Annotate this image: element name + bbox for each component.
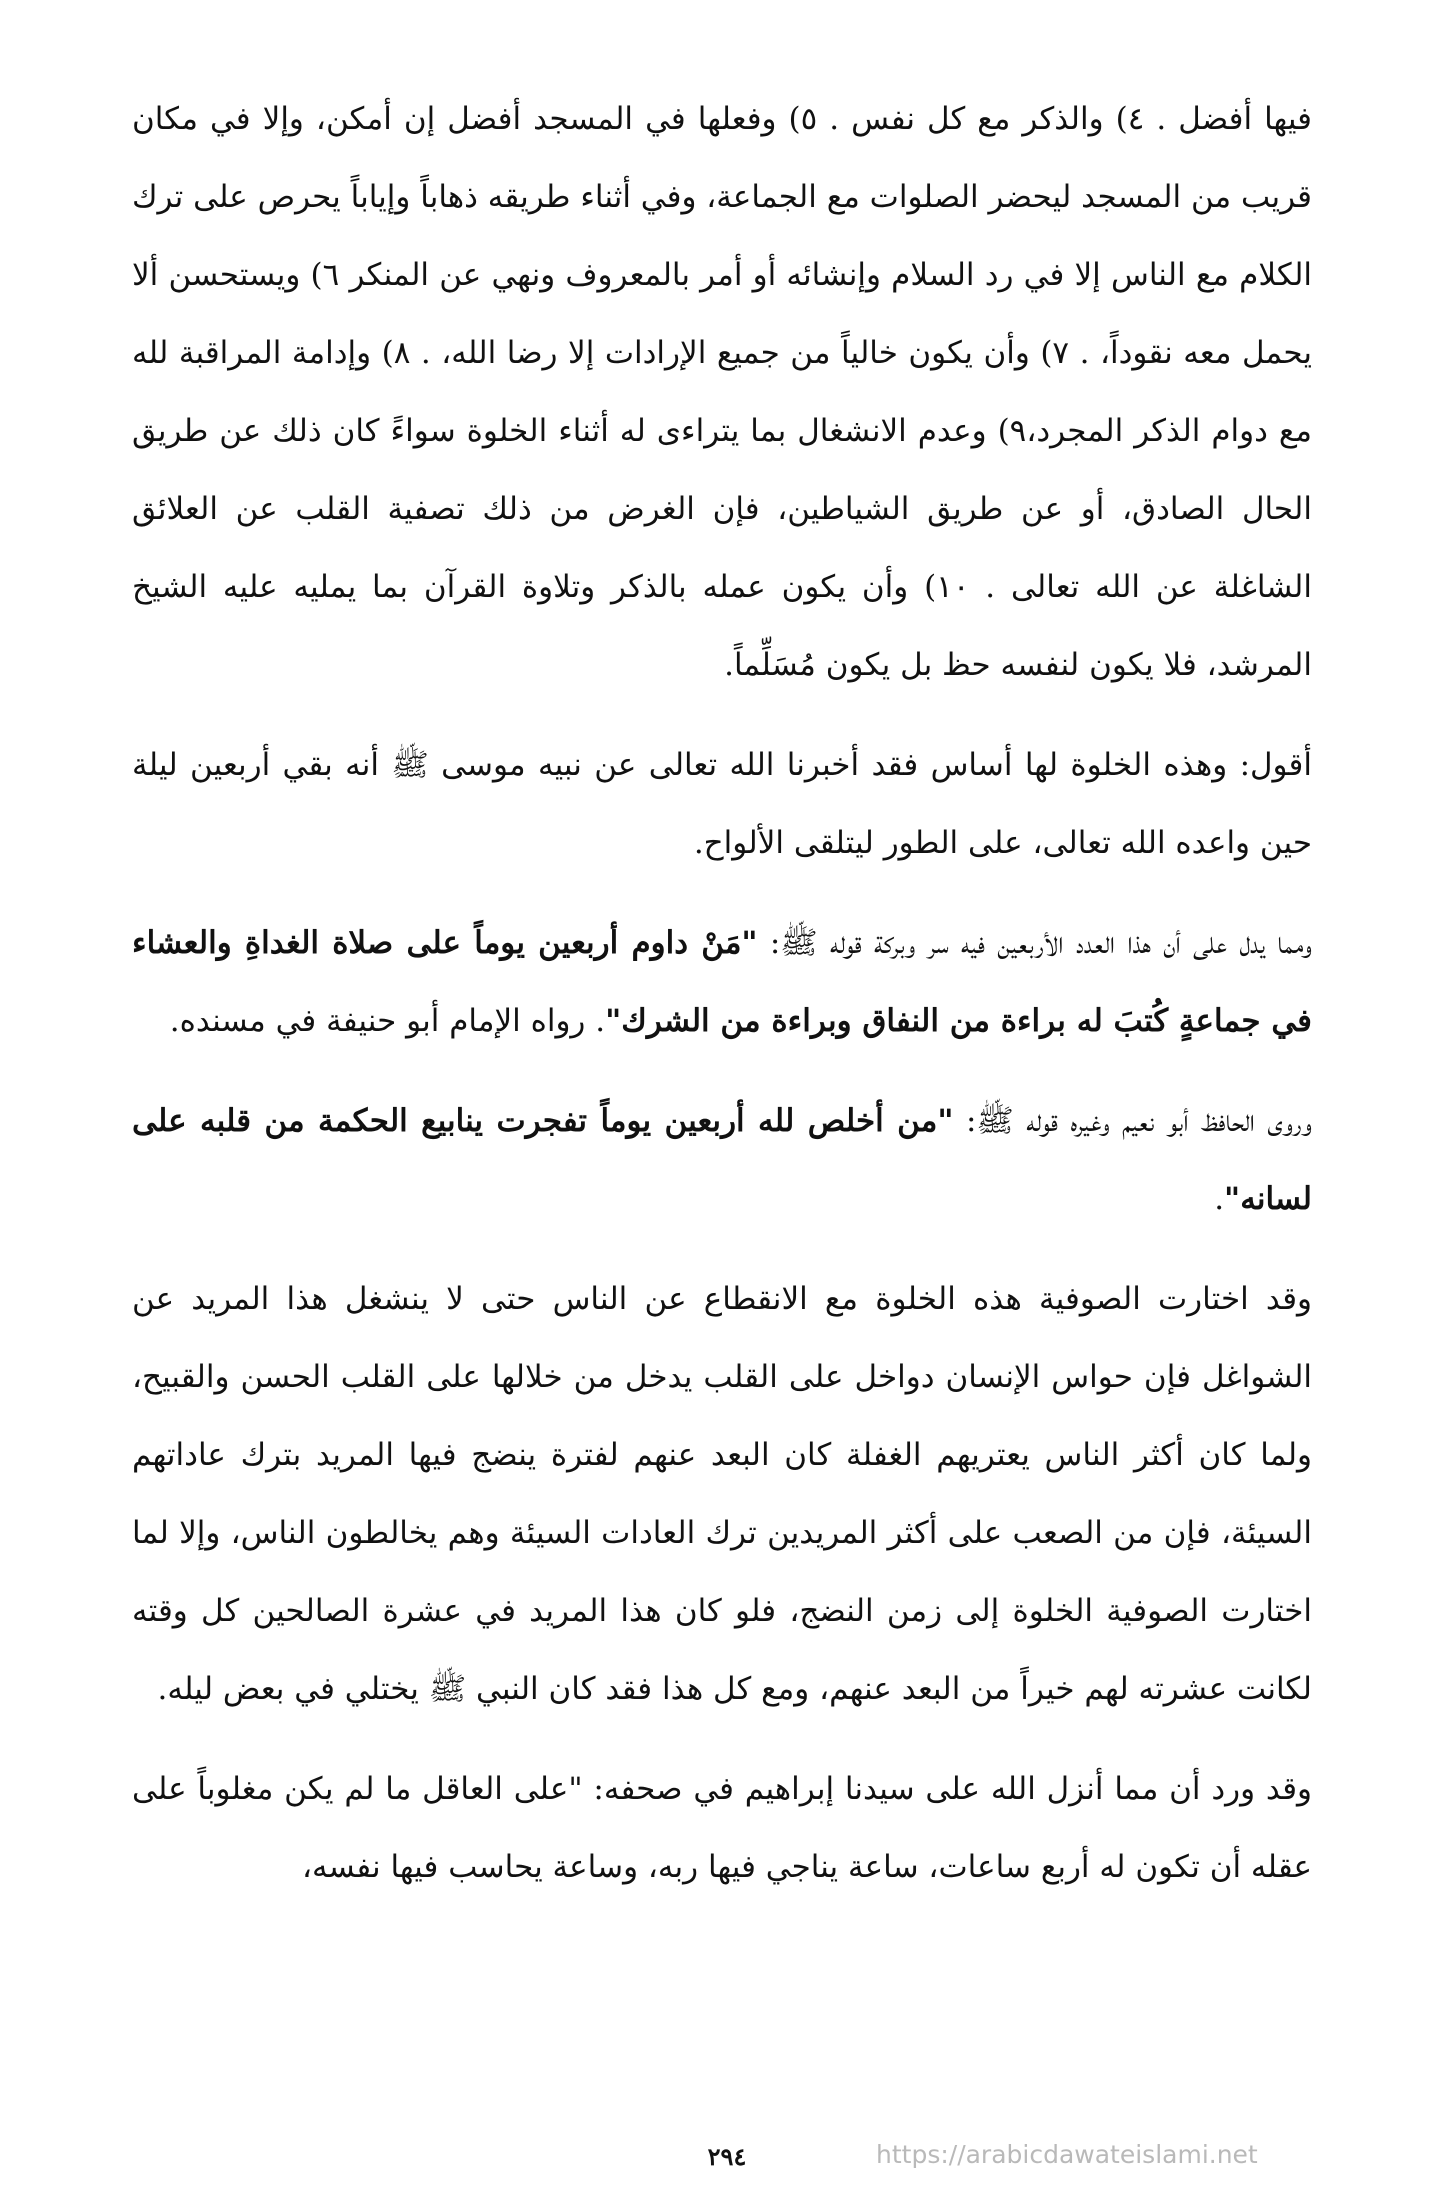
paragraph-text-lead: ومما يدل على أن هذا العدد الأربعين فيه سر وبركة قوله ﷺ: — [757, 925, 1312, 961]
page-number: ٢٩٤ — [707, 2142, 747, 2171]
paragraph-text: فيها أفضل . ٤) والذكر مع كل نفس . ٥) وفعلها في المسجد أفضل إن أمكن، وإلا في مكان قريب من المسجد ليحضر الصلوات مع الجماعة، وفي أثناء طريقه ذهاباً وإياباً يحرص على ترك الكلام مع الناس إلا في رد السلام وإنشائه أو أمر بالمعروف ونهي عن المنكر ٦) ويستحسن ألا يحمل معه نقوداً، . ٧) وأن يكون خالياً من جميع الإرادات إلا رضا الله، . ٨) وإدامة المراقبة لله مع دوام الذكر المجرد،٩) وعدم الانشغال بما يتراءى له أثناء الخلوة سواءً كان ذلك عن طريق الحال الصادق، أو عن طريق الشياطين، فإن الغرض من ذلك تصفية القلب عن العلائق الشاغلة عن الله تعالى . ١٠) وأن يكون عمله بالذكر وتلاوة القرآن بما يمليه عليه الشيخ المرشد، فلا يكون لنفسه حظ بل يكون مُسَلِّماً. — [132, 101, 1312, 683]
paragraph-text: أقول: وهذه الخلوة لها أساس فقد أخبرنا الله تعالى عن نبيه موسى ﷺ أنه بقي أربعين ليلة حين واعده الله تعالى، على الطور ليتلقى الألواح. — [132, 747, 1312, 861]
paragraph-text: وقد اختارت الصوفية هذه الخلوة مع الانقطاع عن الناس حتى لا ينشغل هذا المريد عن الشواغل فإن حواس الإنسان دواخل على القلب يدخل من خلالها على القلب الحسن والقبيح، ولما كان أكثر الناس يعتريهم الغفلة كان البعد عنهم لفترة ينضج فيها المريد بترك عاداتهم السيئة، فإن من الصعب على أكثر المريدين ترك العادات السيئة وهم يخالطون الناس، وإلا لما اختارت الصوفية الخلوة إلى زمن النضج، فلو كان هذا المريد في عشرة الصالحين كل وقته لكانت عشرته لهم خيراً من البعد عنهم، ومع كل هذا فقد كان النبي ﷺ يختلي في بعض ليله. — [132, 1281, 1312, 1707]
paragraph-text-tail: . رواه الإمام أبو حنيفة في مسنده. — [169, 1003, 606, 1039]
paragraph-text-tail: . — [1214, 1181, 1225, 1217]
paragraph-text: وقد ورد أن مما أنزل الله على سيدنا إبراهيم في صحفه: "على العاقل ما لم يكن مغلوباً على عقله أن تكون له أربع ساعات، ساعة يناجي فيها ربه، وساعة يحاسب فيها نفسه، — [132, 1771, 1312, 1885]
watermark-url: https://arabicdawateislami.net — [876, 2140, 1258, 2169]
paragraph-khalwa-conditions — [132, 80, 1312, 704]
paragraph-abu-nuaym-hadith — [132, 1082, 1312, 1238]
page-body — [132, 80, 1312, 1906]
paragraph-ibrahim-scrolls — [132, 1750, 1312, 1906]
paragraph-forty-days-hadith — [132, 904, 1312, 1060]
paragraph-sufi-seclusion — [132, 1260, 1312, 1728]
paragraph-musa-basis — [132, 726, 1312, 882]
paragraph-text-lead: وروى الحافظ أبو نعيم وغيره قوله ﷺ: — [953, 1103, 1312, 1139]
hadith-quote: "مَنْ داوم أربعين يوماً على صلاة الغداةِ والعشاء في جماعةٍ كُتبَ له براءة من النفاق وبراءة من الشرك" — [132, 925, 1312, 1039]
hadith-quote: "من أخلص لله أربعين يوماً تفجرت ينابيع الحكمة من قلبه على لسانه" — [132, 1103, 1312, 1217]
